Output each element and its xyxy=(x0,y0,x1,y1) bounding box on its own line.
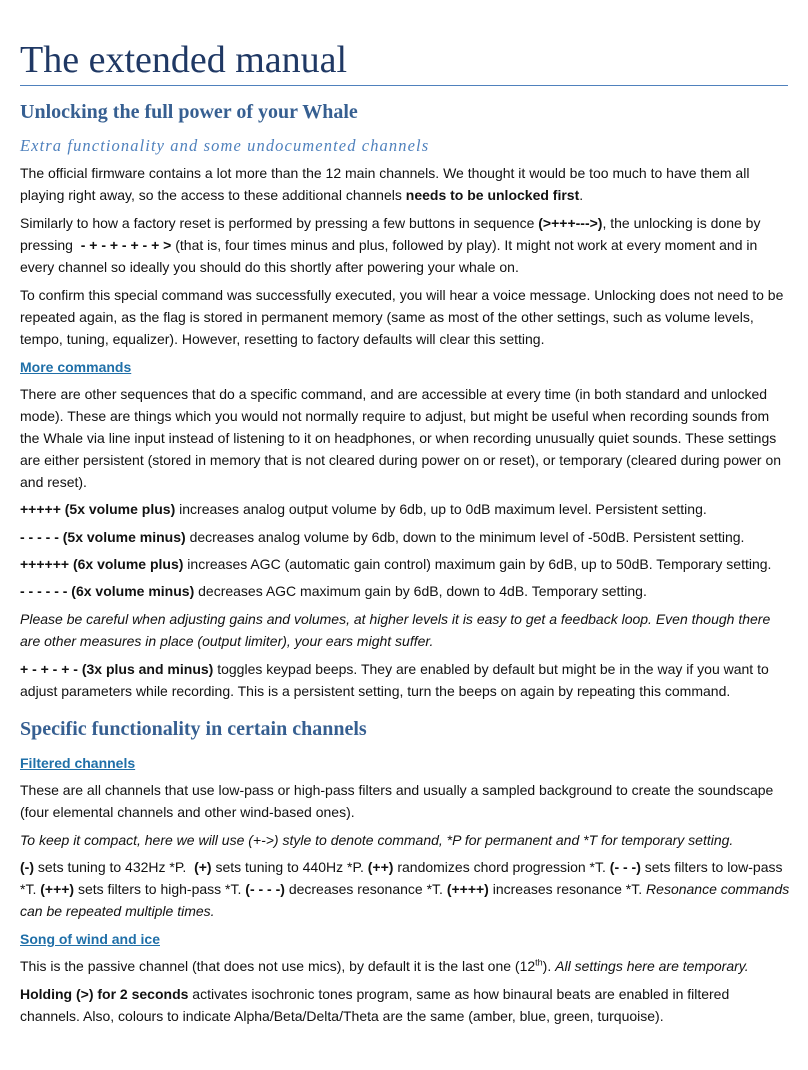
command-6x-volume-minus: - - - - - - (6x volume minus) decreases AGC maximum gain by 6dB, down to 4dB. Temporary setting. xyxy=(20,583,647,599)
warning-note: Please be careful when adjusting gains and volumes, at higher levels it is easy to get a feedback loop. Even though there are other measures in place (output limiter), your ears might suffer. xyxy=(20,611,771,649)
paragraph-song-intro: This is the passive channel (that does not use mics), by default it is the last one (12th). All settings here are temporary. xyxy=(20,957,749,974)
filtered-channels-heading: Filtered channels xyxy=(20,755,136,771)
paragraph-notation-note: To keep it compact, here we will use (+->) style to denote command, *P for permanent and *T for temporary setting. xyxy=(20,832,734,848)
page-title: The extended manual xyxy=(20,39,348,81)
section-subheading: Extra functionality and some undocumented channels xyxy=(20,136,430,155)
paragraph-filtered-commands: (-) sets tuning to 432Hz *P. (+) sets tuning to 440Hz *P. (++) randomizes chord progression *T. (- - -) sets filters to low-pass *T. (+++) sets filters to high-pass *T. (- - - -) decreases resonance *T. (++++) increases resonance *T. Resonance commands can be repeated multiple times. xyxy=(20,859,790,919)
command-5x-volume-plus: +++++ (5x volume plus) increases analog output volume by 6db, up to 0dB maximum level. Persistent setting. xyxy=(20,501,707,517)
command-6x-volume-plus: ++++++ (6x volume plus) increases AGC (automatic gain control) maximum gain by 6dB, up to 50dB. Temporary setting. xyxy=(20,556,772,572)
paragraph-holding: Holding (>) for 2 seconds activates isochronic tones program, same as how binaural beats are enabled in filtered channels. Also, colours to indicate Alpha/Beta/Delta/Theta are the same (amber, blue, green, turquoise). xyxy=(20,986,730,1024)
section-heading-specific: Specific functionality in certain channels xyxy=(20,718,367,740)
title-divider xyxy=(20,85,788,86)
more-commands-heading: More commands xyxy=(20,359,132,375)
section-heading-unlocking: Unlocking the full power of your Whale xyxy=(20,101,358,123)
paragraph-confirm: To confirm this special command was successfully executed, you will hear a voice message. Unlocking does not need to be repeated again, as the flag is stored in permanent memory (same as most of the other settings, such as volume levels, tempo, tuning, equalizer). However, resetting to factory defaults will clear this setting. xyxy=(20,287,784,347)
command-3x-plus-minus: + - + - + - (3x plus and minus) toggles keypad beeps. They are enabled by default but might be in the way if you want to adjust parameters while recording. This is a persistent setting, turn the beeps on again by repeating this command. xyxy=(20,661,769,699)
paragraph-unlocking: Similarly to how a factory reset is performed by pressing a few buttons in sequence (>+++--->), the unlocking is done by pressing - + - + - + - + > (that is, four times minus and plus, followed by play). It might not work at every moment and in every channel so ideally you should do this shortly after powering your whale on. xyxy=(20,215,761,275)
command-5x-volume-minus: - - - - - (5x volume minus) decreases analog volume by 6db, down to the minimum level of -50dB. Persistent setting. xyxy=(20,529,745,545)
paragraph-more-commands: There are other sequences that do a specific command, and are accessible at every time (in both standard and unlocked mode). These are things which you would not normally require to adjust, but might be useful when recording sounds from the Whale via line input instead of listening to it on headphones, or when recording unusually quiet sounds. These settings are either persistent (stored in memory that is not cleared during power on or reset), or temporary (cleared during power on and reset). xyxy=(20,386,782,490)
song-of-wind-heading: Song of wind and ice xyxy=(20,931,160,947)
paragraph-firmware: The official firmware contains a lot more than the 12 main channels. We thought it would be too much to have them all playing right away, so the access to these additional channels needs to be unlocked first. xyxy=(20,165,750,203)
paragraph-filtered-intro: These are all channels that use low-pass or high-pass filters and usually a sampled background to create the soundscape (four elemental channels and other wind-based ones). xyxy=(20,782,774,820)
